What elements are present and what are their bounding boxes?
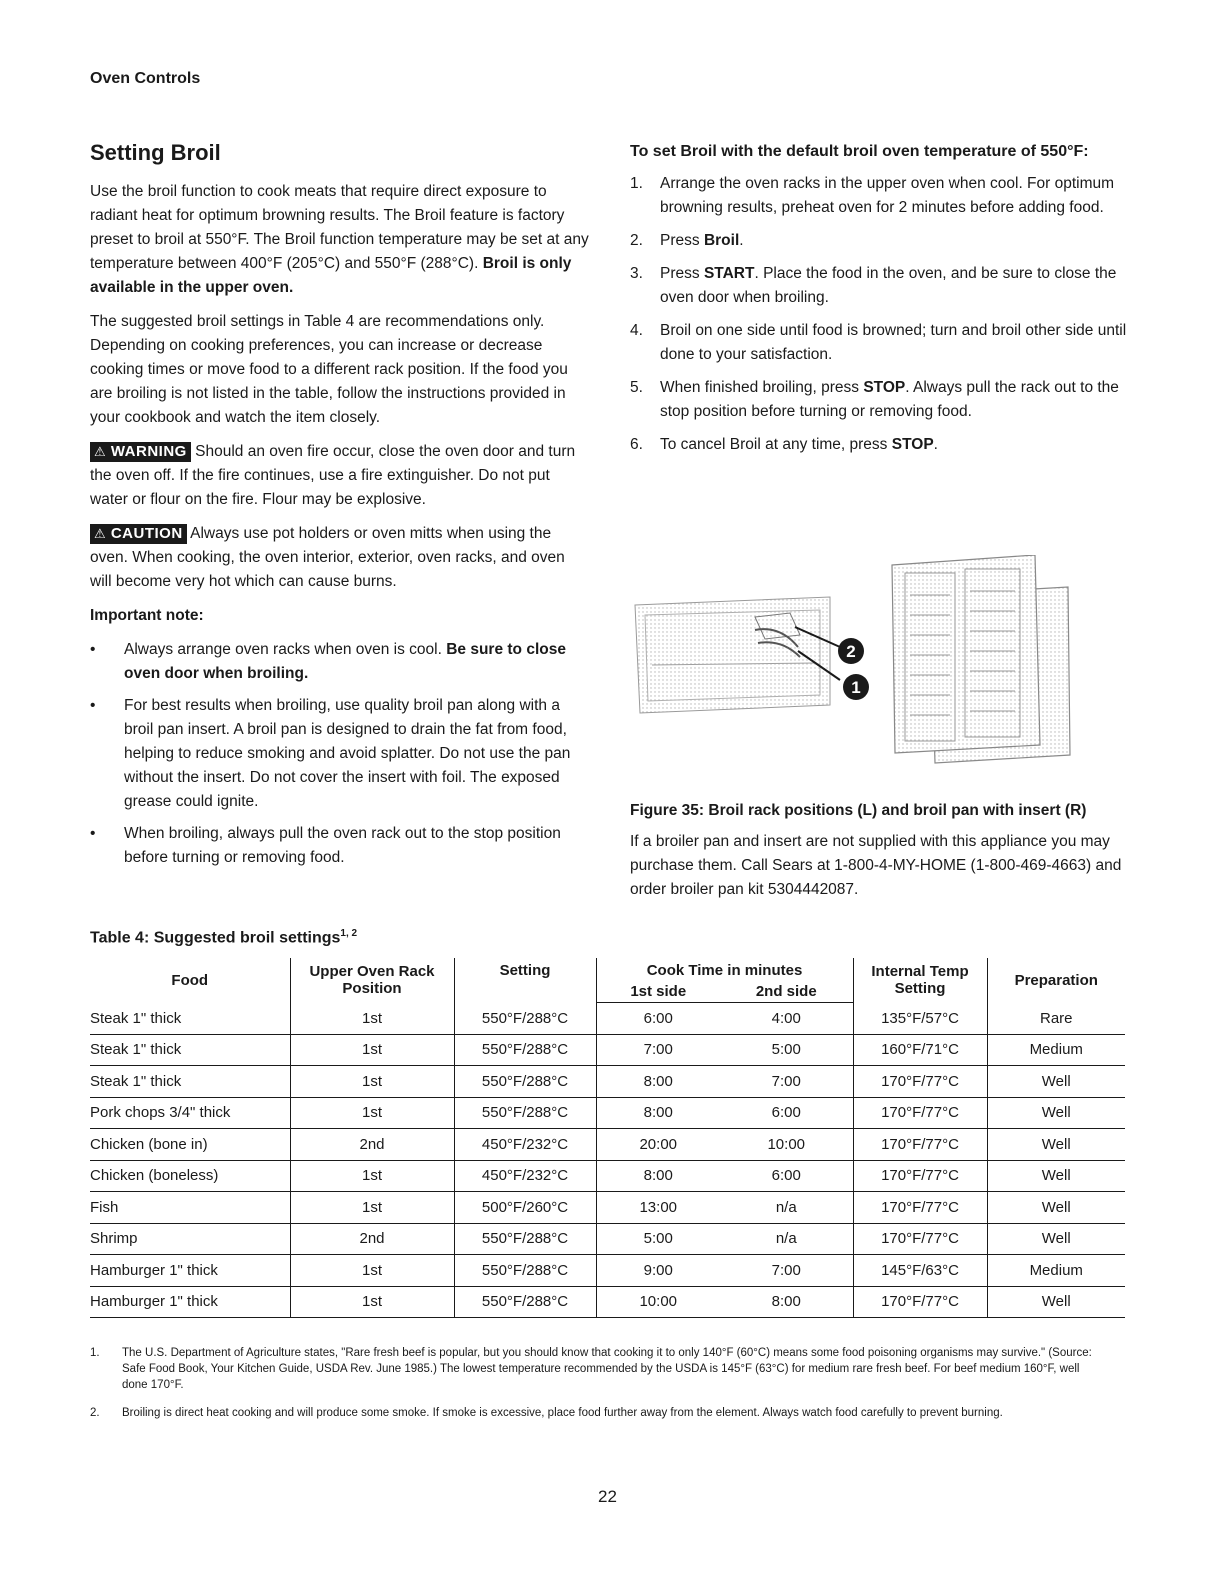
list-item (90, 638, 590, 686)
table-row (90, 1003, 1125, 1035)
rack-cell: 1st (290, 1034, 454, 1066)
preparation-cell: Rare (987, 1003, 1125, 1035)
list-item (90, 694, 590, 814)
side2-cell: 7:00 (720, 1066, 853, 1098)
setting-cell: 550°F/288°C (454, 1286, 596, 1318)
rack-2-marker-label: 2 (846, 642, 856, 661)
intro-bold-text: Broil is only available in the upper oven. (90, 255, 572, 296)
header-rack-position: Upper Oven Rack Position (290, 958, 454, 1003)
food-cell: Chicken (boneless) (90, 1160, 290, 1192)
bullet-text: When broiling, always pull the oven rack out to the stop position before turning or removing food. (124, 825, 561, 866)
intro-text: Use the broil function to cook meats that require direct exposure to radiant heat for optimum browning results. The Broil feature is factory preset to broil at 550°F. The Broil function temperature may be set at any temperature between 400°F (205°C) and 550°F (288°C). (90, 183, 589, 272)
side1-cell: 5:00 (596, 1223, 720, 1255)
warning-badge (90, 442, 191, 462)
table-row (90, 1255, 1125, 1287)
side2-cell: 5:00 (720, 1034, 853, 1066)
setting-cell: 450°F/232°C (454, 1160, 596, 1192)
footnote-text: The U.S. Department of Agriculture states, "Rare fresh beef is popular, but you should know that cooking it to only 140°F (60°C) means some food poisoning organisms may survive." (Source: Safe Food Book, Your Kitchen Guide, USDA Rev. June 1985.) The lowest temperature recommended by the USDA is 145°F (63°C) for medium rare fresh beef. For beef medium 160°F, well done 170°F. (122, 1347, 1092, 1391)
page-number: 22 (598, 1487, 617, 1506)
broil-figure-illustration (630, 555, 1090, 780)
warning-triangle-icon: ⚠ (94, 444, 107, 459)
rack-cell: 1st (290, 1097, 454, 1129)
header-side2: 2nd side (720, 981, 853, 1003)
side2-cell: 8:00 (720, 1286, 853, 1318)
footnote-number: 2. (90, 1407, 100, 1419)
step-item (630, 376, 1130, 424)
list-item (90, 822, 590, 870)
step-bold: STOP (891, 436, 934, 453)
step-text: To cancel Broil at any time, press (660, 436, 892, 453)
rack-2-marker-icon (838, 638, 864, 664)
side1-cell: 13:00 (596, 1192, 720, 1224)
internal-temp-cell: 135°F/57°C (853, 1003, 987, 1035)
setting-cell: 500°F/260°C (454, 1192, 596, 1224)
internal-temp-cell: 170°F/77°C (853, 1160, 987, 1192)
preparation-cell: Well (987, 1192, 1125, 1224)
food-cell: Hamburger 1" thick (90, 1255, 290, 1287)
food-cell: Steak 1" thick (90, 1003, 290, 1035)
internal-temp-cell: 170°F/77°C (853, 1066, 987, 1098)
setting-cell: 550°F/288°C (454, 1003, 596, 1035)
intro-paragraph (90, 180, 590, 300)
step-item (630, 229, 1130, 253)
side1-cell: 20:00 (596, 1129, 720, 1161)
food-cell: Pork chops 3/4" thick (90, 1097, 290, 1129)
food-cell: Hamburger 1" thick (90, 1286, 290, 1318)
internal-temp-cell: 160°F/71°C (853, 1034, 987, 1066)
side2-cell: 6:00 (720, 1160, 853, 1192)
side1-cell: 8:00 (596, 1097, 720, 1129)
rack-cell: 1st (290, 1192, 454, 1224)
step-bold: STOP (863, 379, 906, 396)
header-food: Food (171, 971, 209, 989)
setting-cell: 550°F/288°C (454, 1255, 596, 1287)
step-text-end: . (933, 436, 938, 453)
important-notes-list (90, 638, 590, 870)
step-text-end: . Place the food in the oven, and be sure to close the oven door when broiling. (660, 265, 1117, 306)
figure-caption: Figure 35: Broil rack positions (L) and broil pan with insert (R) (630, 802, 1087, 819)
rack-cell: 2nd (290, 1129, 454, 1161)
step-number: 2. (630, 232, 643, 249)
header-preparation: Preparation (987, 958, 1125, 1003)
footnote-text: Broiling is direct heat cooking and will produce some smoke. If smoke is excessive, place food further away from the element. Always watch food carefully to prevent burning. (122, 1407, 1003, 1419)
table-row (90, 1286, 1125, 1318)
side2-cell: 6:00 (720, 1097, 853, 1129)
setting-cell: 550°F/288°C (454, 1066, 596, 1098)
side1-cell: 8:00 (596, 1160, 720, 1192)
rack-cell: 1st (290, 1066, 454, 1098)
caution-badge (90, 524, 187, 544)
rack-cell: 1st (290, 1255, 454, 1287)
internal-temp-cell: 170°F/77°C (853, 1129, 987, 1161)
page-title: Setting Broil (90, 140, 221, 165)
section-header: Oven Controls (90, 70, 201, 87)
header-cook-time: Cook Time in minutes (596, 958, 853, 981)
left-column (90, 180, 590, 878)
internal-temp-cell: 170°F/77°C (853, 1223, 987, 1255)
side1-cell: 9:00 (596, 1255, 720, 1287)
recommendation-paragraph: The suggested broil settings in Table 4 are recommendations only. Depending on cooking preferences, you can increase or decrease cooking times or move food to a different rack position. If the food you are broiling is not listed in the table, follow the instructions provided in your cookbook and watch the item closely. (90, 313, 568, 426)
preparation-cell: Well (987, 1286, 1125, 1318)
table-row (90, 1129, 1125, 1161)
side1-cell: 10:00 (596, 1286, 720, 1318)
steps-list (630, 172, 1130, 457)
rack-cell: 1st (290, 1160, 454, 1192)
step-bold: Broil (703, 232, 740, 249)
broil-settings-table (90, 958, 1125, 1318)
bullet-bold-text: Be sure to close oven door when broiling. (124, 641, 566, 682)
side2-cell: n/a (720, 1223, 853, 1255)
step-number: 4. (630, 322, 643, 339)
table-row (90, 1066, 1125, 1098)
rack-cell: 1st (290, 1286, 454, 1318)
table-row (90, 1034, 1125, 1066)
warning-label: WARNING (110, 443, 187, 460)
table-title-footnote-refs: 1, 2 (340, 928, 358, 939)
table-title (90, 928, 357, 947)
step-item (630, 319, 1130, 367)
table-title-text: Table 4: Suggested broil settings (90, 929, 341, 947)
oven-cavity-illustration (635, 597, 830, 713)
food-cell: Steak 1" thick (90, 1034, 290, 1066)
broiler-pan-purchase-note: If a broiler pan and insert are not supplied with this appliance you may purchase them. Call Sears at 1-800-4-MY-HOME (1-800-469-4663) and order broiler pan kit 5304442087. (630, 833, 1122, 898)
table-body (90, 1003, 1125, 1318)
important-note-title: Important note: (90, 607, 204, 624)
internal-temp-cell: 170°F/77°C (853, 1286, 987, 1318)
setting-cell: 550°F/288°C (454, 1097, 596, 1129)
preparation-cell: Medium (987, 1255, 1125, 1287)
header-setting: Setting (454, 958, 596, 1003)
internal-temp-cell: 145°F/63°C (853, 1255, 987, 1287)
food-cell: Chicken (bone in) (90, 1129, 290, 1161)
footnote-2 (90, 1405, 1100, 1421)
preparation-cell: Medium (987, 1034, 1125, 1066)
caution-label: CAUTION (110, 525, 183, 542)
bullet-text: For best results when broiling, use quality broil pan along with a broil pan insert. A broil pan is designed to drain the fat from food, helping to reduce smoking and avoid splatter. Do not use the pan without the insert. Do not cover the insert with foil. The exposed grease could ignite. (124, 697, 571, 810)
step-number: 5. (630, 379, 643, 396)
step-text-end: . (739, 232, 744, 249)
internal-temp-cell: 170°F/77°C (853, 1097, 987, 1129)
header-internal-temp: Internal Temp Setting (853, 958, 987, 1003)
header-side1: 1st side (596, 981, 720, 1003)
table-row (90, 1160, 1125, 1192)
rack-1-marker-icon (843, 674, 869, 700)
step-text: Broil on one side until food is browned; turn and broil other side until done to your satisfaction. (660, 322, 1127, 363)
preparation-cell: Well (987, 1160, 1125, 1192)
side2-cell: 7:00 (720, 1255, 853, 1287)
rack-cell: 2nd (290, 1223, 454, 1255)
preparation-cell: Well (987, 1129, 1125, 1161)
broil-pan-illustration (892, 555, 1070, 763)
side1-cell: 7:00 (596, 1034, 720, 1066)
bullet-text: Always arrange oven racks when oven is cool. (124, 641, 447, 658)
rack-cell: 1st (290, 1003, 454, 1035)
step-text: Press (660, 265, 704, 282)
broil-figure (630, 555, 1090, 780)
warning-text: Should an oven fire occur, close the oven door and turn the oven off. If the fire continues, use a fire extinguisher. Do not put water or flour on the fire. Flour may be explosive. (90, 443, 576, 508)
warning-paragraph (90, 440, 590, 512)
step-bold: START (703, 265, 755, 282)
setting-cell: 550°F/288°C (454, 1034, 596, 1066)
rack-1-marker-label: 1 (851, 678, 861, 697)
table-row (90, 1223, 1125, 1255)
side2-cell: n/a (720, 1192, 853, 1224)
food-cell: Fish (90, 1192, 290, 1224)
step-number: 6. (630, 436, 643, 453)
setting-cell: 550°F/288°C (454, 1223, 596, 1255)
step-text: Press (660, 232, 704, 249)
setting-cell: 450°F/232°C (454, 1129, 596, 1161)
preparation-cell: Well (987, 1223, 1125, 1255)
step-number: 1. (630, 175, 643, 192)
internal-temp-cell: 170°F/77°C (853, 1192, 987, 1224)
caution-text: Always use pot holders or oven mitts when using the oven. When cooking, the oven interior, exterior, oven racks, and oven will become very hot which can cause burns. (90, 525, 565, 590)
caution-paragraph (90, 522, 590, 594)
footnote-number: 1. (90, 1347, 100, 1359)
step-item (630, 433, 1130, 457)
table-row (90, 1097, 1125, 1129)
preparation-cell: Well (987, 1097, 1125, 1129)
caution-triangle-icon: ⚠ (94, 526, 107, 541)
broil-steps-title: To set Broil with the default broil oven temperature of 550°F: (630, 143, 1089, 160)
step-number: 3. (630, 265, 643, 282)
step-text-end: . Always pull the rack out to the stop position before turning or removing food. (660, 379, 1119, 420)
preparation-cell: Well (987, 1066, 1125, 1098)
side2-cell: 10:00 (720, 1129, 853, 1161)
step-item (630, 172, 1130, 220)
side1-cell: 8:00 (596, 1066, 720, 1098)
food-cell: Steak 1" thick (90, 1066, 290, 1098)
footnote-1 (90, 1345, 1100, 1393)
side2-cell: 4:00 (720, 1003, 853, 1035)
broil-steps (630, 172, 1130, 466)
step-text: Arrange the oven racks in the upper oven when cool. For optimum browning results, preheat oven for 2 minutes before adding food. (660, 175, 1115, 216)
step-item (630, 262, 1130, 310)
step-text: When finished broiling, press (660, 379, 864, 396)
side1-cell: 6:00 (596, 1003, 720, 1035)
table-row (90, 1192, 1125, 1224)
food-cell: Shrimp (90, 1223, 290, 1255)
